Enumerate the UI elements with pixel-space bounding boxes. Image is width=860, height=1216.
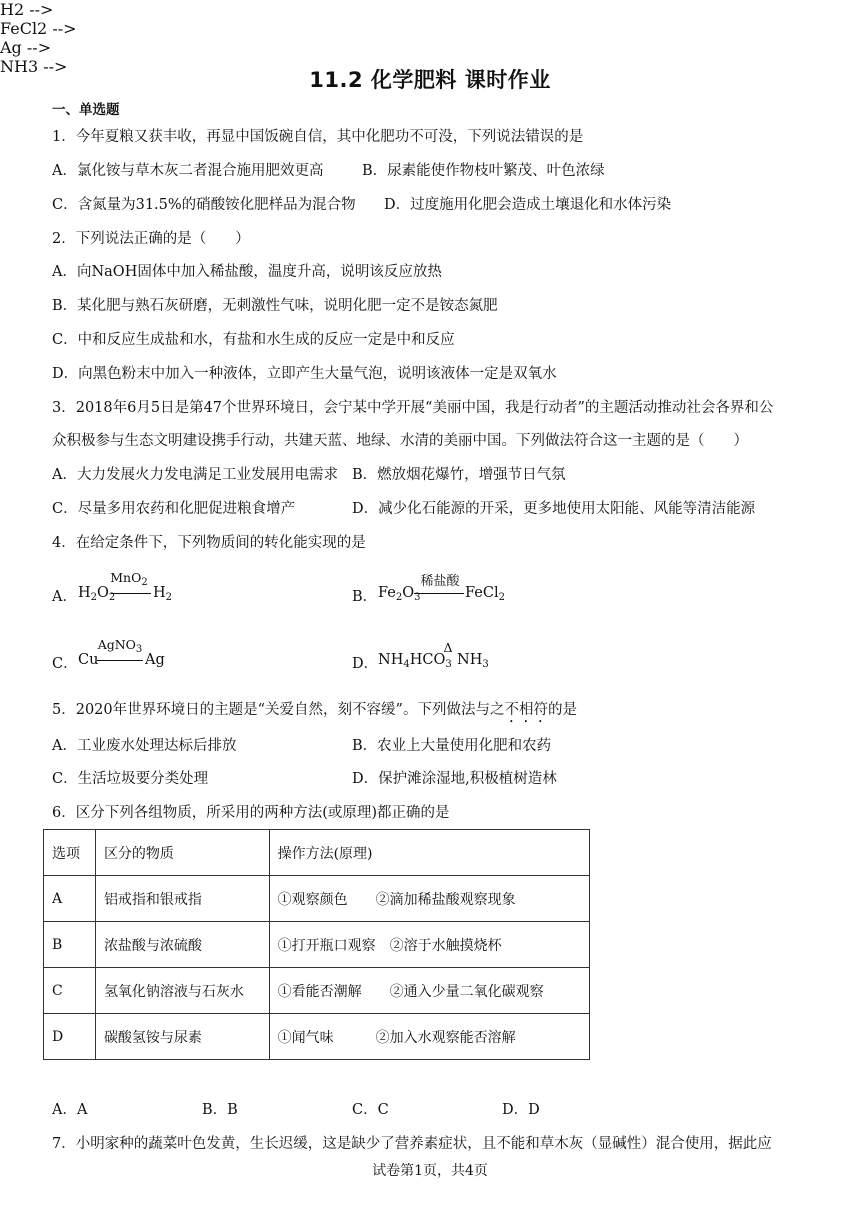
q4-d-product: $NH_3$ bbox=[457, 652, 489, 670]
page-title: 11.2 化学肥料 课时作业 bbox=[309, 68, 551, 92]
table-header-cell: 区分的物质 bbox=[95, 830, 269, 876]
table-row bbox=[44, 922, 590, 968]
table-header-cell: 操作方法(原理) bbox=[269, 830, 589, 876]
table-cell: 氢氧化钠溶液与石灰水 bbox=[95, 968, 269, 1014]
table-cell: ①看能否潮解 ②通入少量二氧化碳观察 bbox=[269, 968, 589, 1014]
q3-option-b: B．燃放烟花爆竹，增强节日气氛 bbox=[352, 467, 566, 483]
section-heading: 一、单选题 bbox=[52, 102, 120, 118]
q4-c-product: Ag bbox=[145, 652, 165, 668]
q4-a-label: A． bbox=[52, 589, 77, 605]
q5-option-a: A．工业废水处理达标后排放 bbox=[52, 738, 237, 754]
table-row bbox=[44, 968, 590, 1014]
q1-option-b: B．尿素能使作物枝叶繁茂、叶色浓绿 bbox=[362, 163, 605, 179]
q1-stem: 1．今年夏粮又获丰收，再显中国饭碗自信，其中化肥功不可没，下列说法错误的是 bbox=[52, 129, 584, 145]
q4-a-condition: MnO$_2$ bbox=[110, 570, 148, 588]
q6-option-b: B．B bbox=[202, 1102, 238, 1118]
q6-option-c: C．C bbox=[352, 1102, 389, 1118]
q4-d-reactant: $NH_4HCO_3$ bbox=[378, 652, 452, 670]
q2-option-b: B．某化肥与熟石灰研磨，无刺激性气味，说明化肥一定不是铵态氮肥 bbox=[52, 298, 498, 314]
table-cell: B bbox=[44, 922, 96, 968]
q3-option-d: D．减少化石能源的开采，更多地使用太阳能、风能等清洁能源 bbox=[352, 501, 756, 517]
q4-c-reactant: Cu bbox=[78, 652, 99, 668]
table-cell: 浓盐酸与浓硫酸 bbox=[95, 922, 269, 968]
table-cell: ①观察颜色 ②滴加稀盐酸观察现象 bbox=[269, 876, 589, 922]
q1-option-d: D．过度施用化肥会造成土壤退化和水体污染 bbox=[384, 197, 672, 213]
table-cell: C bbox=[44, 968, 96, 1014]
q7-stem: 7．小明家种的蔬菜叶色发黄，生长迟缓，这是缺少了营养素症状，且不能和草木灰（显碱性）混合使用，据此应 bbox=[52, 1136, 772, 1152]
q4-stem: 4．在给定条件下，下列物质间的转化能实现的是 bbox=[52, 535, 366, 551]
table-header-row bbox=[44, 830, 590, 876]
q2-option-a: A．向NaOH固体中加入稀盐酸，温度升高，说明该反应放热 bbox=[52, 264, 442, 280]
q5-stem-pre: 5．2020年世界环境日的主题是“关爱自然，刻不容缓”。下列做法与之 bbox=[52, 702, 505, 718]
q4-c-arrow bbox=[97, 660, 143, 661]
table-cell: ①打开瓶口观察 ②溶于水触摸烧杯 bbox=[269, 922, 589, 968]
q5-option-b: B．农业上大量使用化肥和农药 bbox=[352, 738, 552, 754]
q4-b-condition: 稀盐酸 bbox=[420, 574, 460, 589]
page-footer: 试卷第1页，共4页 bbox=[372, 1163, 488, 1179]
table-cell: A bbox=[44, 876, 96, 922]
q3-stem-line1: 3．2018年6月5日是第47个世界环境日，会宁某中学开展“美丽中国，我是行动者”的主题活动推动社会各界和公 bbox=[52, 400, 774, 416]
q2-option-c: C．中和反应生成盐和水，有盐和水生成的反应一定是中和反应 bbox=[52, 332, 455, 348]
q3-option-a: A．大力发展火力发电满足工业发展用电需求 bbox=[52, 467, 338, 483]
q4-d-condition: Δ bbox=[443, 640, 453, 655]
table-cell: 碳酸氢铵与尿素 bbox=[95, 1014, 269, 1060]
table-cell: D bbox=[44, 1014, 96, 1060]
table-row bbox=[44, 1014, 590, 1060]
q4-b-reactant: $Fe_2O_3$ bbox=[378, 585, 421, 603]
q5-stem-emphasis: 不相符 bbox=[504, 702, 548, 718]
q4-a-reactant: $H_2O_2$ bbox=[78, 585, 116, 603]
table-cell: ①闻气味 ②加入水观察能否溶解 bbox=[269, 1014, 589, 1060]
q6-option-d: D．D bbox=[502, 1102, 540, 1118]
q2-stem: 2．下列说法正确的是（ ） bbox=[52, 231, 250, 247]
q1-option-c: C．含氮量为31.5%的硝酸铵化肥样品为混合物 bbox=[52, 197, 356, 213]
table-header-cell: 选项 bbox=[44, 830, 96, 876]
table-row bbox=[44, 876, 590, 922]
q4-c-label: C． bbox=[52, 656, 78, 672]
q5-option-c: C．生活垃圾要分类处理 bbox=[52, 771, 209, 787]
q1-option-a: A．氯化铵与草木灰二者混合施用肥效更高 bbox=[52, 163, 324, 179]
q3-stem-line2: 众积极参与生态文明建设携手行动，共建天蓝、地绿、水清的美丽中国。下列做法符合这一主题的是（ ） bbox=[52, 433, 748, 449]
table-cell: 铝戒指和银戒指 bbox=[95, 876, 269, 922]
q6-table bbox=[43, 829, 590, 1060]
q5-stem bbox=[52, 700, 577, 726]
q4-b-product: FeCl$_2$ bbox=[465, 585, 505, 603]
q6-stem: 6．区分下列各组物质，所采用的两种方法(或原理)都正确的是 bbox=[52, 805, 450, 821]
q5-stem-post: 的是 bbox=[547, 702, 577, 718]
q3-option-c: C．尽量多用农药和化肥促进粮食增产 bbox=[52, 501, 296, 517]
q2-option-d: D．向黑色粉末中加入一种液体，立即产生大量气泡，说明该液体一定是双氧水 bbox=[52, 366, 557, 382]
q5-option-d: D．保护滩涂湿地,积极植树造林 bbox=[352, 771, 557, 787]
q6-option-a: A．A bbox=[52, 1102, 88, 1118]
q4-d-label: D． bbox=[352, 656, 379, 672]
q4-b-arrow bbox=[414, 593, 464, 594]
q4-a-product: $H_2$ bbox=[153, 585, 173, 603]
q4-a-arrow bbox=[111, 593, 151, 594]
q4-c-condition: AgNO$_3$ bbox=[97, 637, 143, 655]
q4-b-label: B． bbox=[352, 589, 378, 605]
